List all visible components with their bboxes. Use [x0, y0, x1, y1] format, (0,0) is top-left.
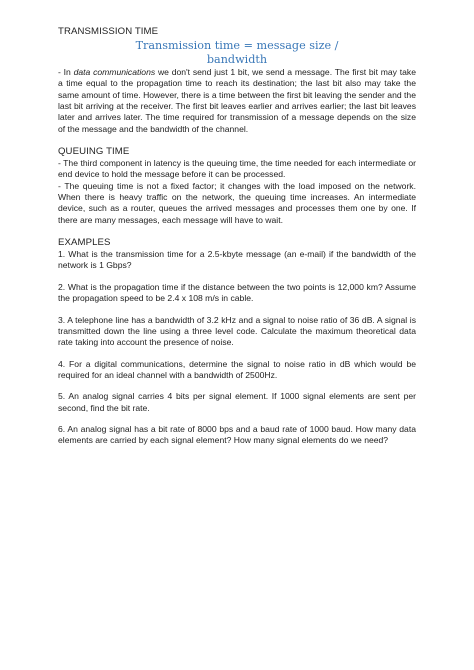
example-item-4: 4. For a digital communications, determine the signal to noise ratio in dB which would be required for an ideal channel with a bandwidth of 2500Hz.	[58, 358, 416, 380]
example-item-5: 5. An analog signal carries 4 bits per signal element. If 1000 signal elements are sent per second, find the bit rate.	[58, 391, 416, 413]
formula-line-1: Transmission time = message size /	[135, 39, 339, 52]
queuing-paragraph-1: - The third component in latency is the queuing time, the time needed for each intermediate or end device to hold the message before it can be processed.	[58, 158, 416, 180]
document-page	[58, 26, 416, 447]
queuing-paragraph-2: - The queuing time is not a fixed factor; it changes with the load imposed on the network. When there is heavy traffic on the network, the queuing time increases. An intermediate device, such as a router, queues the arrived messages and processes them one by one. If there are many messages, each message will have to wait.	[58, 180, 416, 225]
transmission-time-heading: TRANSMISSION TIME	[58, 26, 159, 37]
example-item-2: 2. What is the propagation time if the distance between the two points is 12,000 km? Assume the propagation speed to be 2.4 x 108 m/s in cable.	[58, 281, 416, 304]
example-item-1: 1. What is the transmission time for a 2.5-kbyte message (an e-mail) if the bandwidth of the network is 1 Gbps?	[58, 249, 416, 271]
para-emphasis: data communications	[73, 67, 156, 77]
para-rest: we don't send just 1 bit, we send a message. The first bit may take a time equal to the propagation time to reach its destination; the last bit also may take the same amount of time. However, there is a time between the first bit leaving the sender and the last bit arriving at the receiver. The first bit leaves earlier and arrives earlier; the last bit leaves later and arrives later. The time required for transmission of a message depends on the size of the message and the bandwidth of the channel.	[58, 67, 416, 134]
formula-line-2: bandwidth	[206, 52, 268, 66]
transmission-time-formula	[58, 39, 416, 66]
example-item-3: 3. A telephone line has a bandwidth of 3.2 kHz and a signal to noise ratio of 36 dB. A signal is transmitted down the line using a three level code. Calculate the maximum theoretical data rate taking into account the presence of noise.	[58, 314, 416, 348]
example-item-6: 6. An analog signal has a bit rate of 8000 bps and a baud rate of 1000 baud. How many data elements are carried by each signal element? How many signal elements do we need?	[58, 423, 416, 446]
transmission-time-paragraph	[58, 67, 416, 135]
para-prefix: - In	[58, 67, 74, 77]
queuing-time-heading: QUEUING TIME	[58, 146, 130, 158]
examples-heading: EXAMPLES	[58, 237, 111, 249]
